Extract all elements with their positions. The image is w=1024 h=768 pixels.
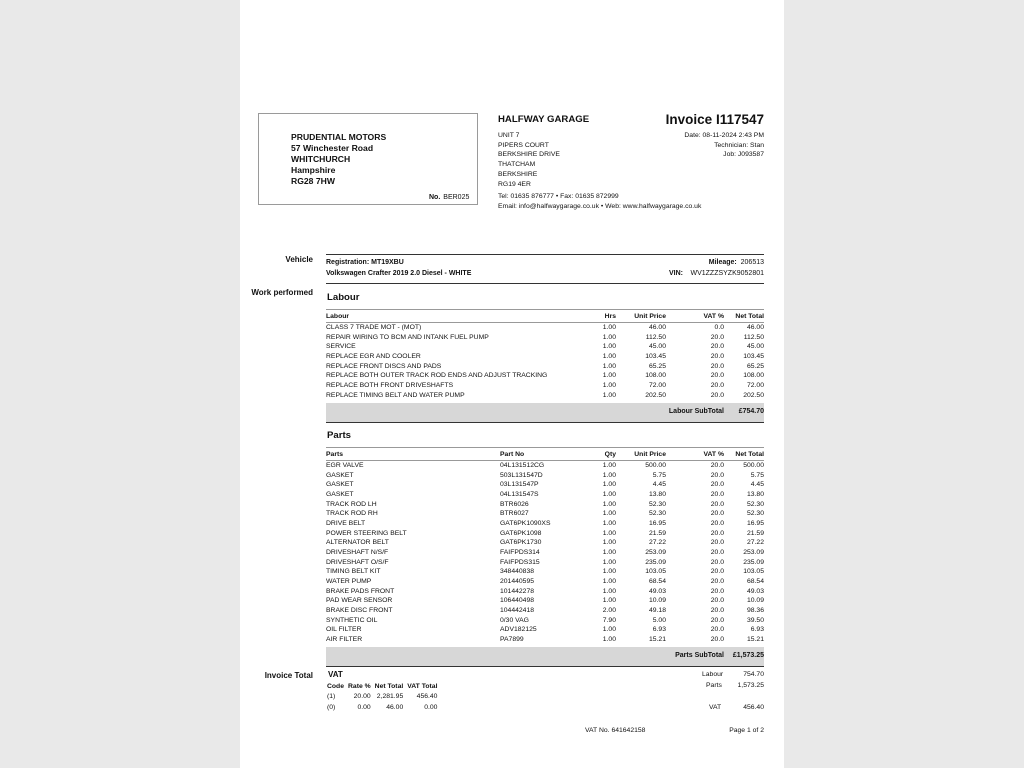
labour-col-header: Net Total bbox=[724, 311, 764, 323]
table-row bbox=[326, 490, 764, 500]
table-cell: 49.18 bbox=[648, 606, 666, 614]
labour-table bbox=[326, 311, 764, 400]
table-cell: 0.00 bbox=[424, 704, 438, 711]
table-row bbox=[326, 342, 764, 352]
vehicle-bottom-rule bbox=[326, 283, 764, 284]
table-cell: 103.45 bbox=[743, 352, 764, 360]
table-cell: 20.0 bbox=[710, 616, 724, 624]
table-cell: 5.75 bbox=[750, 471, 764, 479]
table-cell: 20.0 bbox=[710, 343, 724, 351]
vat-title: VAT bbox=[328, 670, 343, 679]
work-performed-label: Work performed bbox=[251, 288, 313, 297]
table-cell: 20.0 bbox=[710, 519, 724, 527]
table-cell: 1.00 bbox=[602, 500, 616, 508]
vat-col-header: Net Total bbox=[374, 682, 404, 690]
table-cell: 1.00 bbox=[602, 558, 616, 566]
table-cell: 20.0 bbox=[710, 568, 724, 576]
garage-address bbox=[498, 131, 560, 189]
parts-bottom-rule bbox=[326, 666, 764, 667]
table-cell: ADV182125 bbox=[500, 626, 537, 634]
table-row bbox=[326, 625, 764, 635]
garage-email-web: Email: info@halfwaygarage.co.uk • Web: www.halfwaygarage.co.uk bbox=[498, 202, 702, 210]
table-cell: TIMING BELT KIT bbox=[326, 568, 381, 576]
table-row bbox=[327, 702, 441, 713]
table-cell: 20.0 bbox=[710, 635, 724, 643]
table-cell: 0.0 bbox=[714, 324, 724, 331]
invoice-technician: Technician: Stan bbox=[714, 141, 764, 149]
table-row bbox=[326, 616, 764, 626]
labour-subtotal-label: Labour SubTotal bbox=[668, 408, 724, 415]
parts-col-header: Part No bbox=[500, 449, 602, 461]
table-cell: 235.09 bbox=[645, 558, 666, 566]
table-cell: 52.30 bbox=[746, 510, 764, 518]
labour-title: Labour bbox=[327, 292, 360, 303]
table-cell: FAIFPDS315 bbox=[500, 558, 540, 566]
table-cell: 4.45 bbox=[750, 481, 764, 489]
table-cell: 1.00 bbox=[602, 626, 616, 634]
table-cell: 6.93 bbox=[652, 626, 666, 634]
table-cell: 500.00 bbox=[645, 462, 666, 469]
labour-subtotal-value: £754.70 bbox=[738, 408, 764, 415]
table-cell: 72.00 bbox=[648, 381, 666, 389]
invoice-total-label: Invoice Total bbox=[264, 671, 313, 680]
table-cell: POWER STEERING BELT bbox=[326, 529, 407, 537]
table-cell: 20.0 bbox=[710, 471, 724, 479]
table-cell: 04L131547S bbox=[500, 490, 539, 498]
table-row bbox=[326, 371, 764, 381]
table-cell: 106440498 bbox=[500, 597, 535, 605]
table-cell: GASKET bbox=[326, 490, 354, 498]
customer-address-line: 57 Winchester Road bbox=[291, 143, 374, 153]
table-cell: 202.50 bbox=[645, 391, 666, 399]
vehicle-vin-label: VIN: bbox=[669, 270, 683, 277]
table-cell: 2.00 bbox=[602, 606, 616, 614]
table-cell: 20.0 bbox=[710, 381, 724, 389]
table-cell: REPAIR WIRING TO BCM AND INTANK FUEL PUMP bbox=[326, 333, 489, 341]
table-cell: 65.25 bbox=[746, 362, 764, 370]
customer-number-label: No. bbox=[429, 194, 441, 201]
table-cell: 1.00 bbox=[602, 362, 616, 370]
table-cell: REPLACE EGR AND COOLER bbox=[326, 352, 421, 360]
table-cell: 1.00 bbox=[602, 548, 616, 556]
vat-table bbox=[327, 681, 441, 713]
table-cell: REPLACE BOTH OUTER TRACK ROD ENDS AND ADJUST TRACKING bbox=[326, 372, 548, 380]
table-cell: 10.09 bbox=[648, 597, 666, 605]
table-cell: 03L131547P bbox=[500, 481, 539, 489]
table-cell: 21.59 bbox=[648, 529, 666, 537]
parts-subtotal-label: Parts SubTotal bbox=[675, 652, 724, 659]
table-row bbox=[326, 333, 764, 343]
table-cell: SERVICE bbox=[326, 343, 356, 351]
table-cell: 20.0 bbox=[710, 510, 724, 518]
customer-address-line: WHITCHURCH bbox=[291, 154, 351, 164]
table-cell: 253.09 bbox=[743, 548, 764, 556]
table-cell: 15.21 bbox=[648, 635, 666, 643]
garage-tel-fax: Tel: 01635 876777 • Fax: 01635 872999 bbox=[498, 193, 619, 200]
table-cell: 4.45 bbox=[652, 481, 666, 489]
parts-top-rule bbox=[326, 447, 764, 448]
vat-col-header: Rate % bbox=[348, 682, 371, 690]
table-cell: PA7899 bbox=[500, 635, 524, 643]
garage-address-line: BERKSHIRE bbox=[498, 170, 538, 178]
table-cell: BTR6026 bbox=[500, 500, 529, 508]
table-cell: 45.00 bbox=[746, 343, 764, 351]
table-cell: 1.00 bbox=[602, 597, 616, 605]
total-labour-label: Labour bbox=[702, 671, 724, 678]
customer-number bbox=[429, 194, 469, 201]
table-cell: 20.0 bbox=[710, 606, 724, 614]
table-cell: 1.00 bbox=[602, 510, 616, 518]
labour-col-header: Labour bbox=[326, 311, 602, 323]
table-cell: REPLACE BOTH FRONT DRIVESHAFTS bbox=[326, 381, 454, 389]
garage-address-line: UNIT 7 bbox=[498, 132, 520, 139]
table-cell: 46.00 bbox=[648, 324, 666, 331]
table-cell: WATER PUMP bbox=[326, 577, 372, 585]
footer-vat-number: VAT No. 641642158 bbox=[585, 727, 646, 734]
invoice-title: Invoice I117547 bbox=[665, 112, 764, 127]
table-cell: 46.00 bbox=[386, 704, 404, 711]
table-cell: GASKET bbox=[326, 481, 354, 489]
table-cell: 5.75 bbox=[652, 471, 666, 479]
table-cell: 0.00 bbox=[357, 704, 371, 711]
garage-address-line: PIPERS COURT bbox=[498, 141, 549, 149]
table-row bbox=[326, 461, 764, 471]
table-cell: 49.03 bbox=[746, 587, 764, 595]
table-cell: AIR FILTER bbox=[326, 635, 363, 643]
table-row bbox=[326, 548, 764, 558]
table-cell: 20.0 bbox=[710, 362, 724, 370]
table-row bbox=[326, 352, 764, 362]
table-cell: 20.0 bbox=[710, 372, 724, 380]
table-cell: DRIVESHAFT O/S/F bbox=[326, 558, 389, 566]
labour-top-rule bbox=[326, 309, 764, 310]
table-cell: 1.00 bbox=[602, 519, 616, 527]
parts-title: Parts bbox=[327, 430, 351, 441]
table-cell: SYNTHETIC OIL bbox=[326, 616, 378, 624]
table-cell: 0/30 VAG bbox=[500, 616, 529, 624]
garage-contact bbox=[498, 192, 701, 211]
table-cell: TRACK ROD LH bbox=[326, 500, 377, 508]
table-cell: 20.0 bbox=[710, 587, 724, 595]
labour-col-header: VAT % bbox=[666, 311, 724, 323]
table-cell: REPLACE TIMING BELT AND WATER PUMP bbox=[326, 391, 465, 399]
vehicle-registration: Registration: MT19XBU bbox=[326, 259, 404, 266]
table-cell: DRIVE BELT bbox=[326, 519, 366, 527]
table-cell: 503L131547D bbox=[500, 471, 543, 479]
table-cell: BRAKE PADS FRONT bbox=[326, 587, 395, 595]
table-cell: 52.30 bbox=[648, 500, 666, 508]
table-cell: 20.0 bbox=[710, 462, 724, 469]
total-vat-value: 456.40 bbox=[743, 704, 764, 711]
table-row bbox=[326, 391, 764, 401]
vat-col-header: VAT Total bbox=[407, 682, 438, 690]
table-cell: 65.25 bbox=[648, 362, 666, 370]
vehicle-description: Volkswagen Crafter 2019 2.0 Diesel - WHITE bbox=[326, 270, 472, 277]
customer-number-value: BER025 bbox=[443, 194, 470, 201]
table-cell: 20.0 bbox=[710, 548, 724, 556]
table-cell: 108.00 bbox=[743, 372, 764, 380]
table-row bbox=[326, 480, 764, 490]
table-cell: 101442278 bbox=[500, 587, 535, 595]
table-cell: 202.50 bbox=[743, 391, 764, 399]
table-cell: (1) bbox=[327, 693, 336, 700]
mileage-label: Mileage: bbox=[708, 259, 737, 266]
table-cell: ALTERNATOR BELT bbox=[326, 539, 389, 547]
table-cell: 13.80 bbox=[648, 490, 666, 498]
table-row bbox=[326, 577, 764, 587]
table-cell: 68.54 bbox=[746, 577, 764, 585]
total-vat-label: VAT bbox=[709, 704, 722, 711]
table-cell: BTR6027 bbox=[500, 510, 529, 518]
table-cell: 39.50 bbox=[746, 616, 764, 624]
table-cell: 103.05 bbox=[645, 568, 666, 576]
vehicle-mileage bbox=[709, 259, 764, 266]
table-row bbox=[326, 606, 764, 616]
table-row bbox=[326, 587, 764, 597]
customer-name: PRUDENTIAL MOTORS bbox=[291, 132, 387, 142]
table-cell: 1.00 bbox=[602, 381, 616, 389]
table-cell: 98.36 bbox=[746, 606, 764, 614]
table-row bbox=[326, 635, 764, 645]
table-cell: 49.03 bbox=[648, 587, 666, 595]
table-cell: 72.00 bbox=[746, 381, 764, 389]
table-cell: 20.0 bbox=[710, 539, 724, 547]
labour-col-header: Unit Price bbox=[616, 311, 666, 323]
customer-address-box bbox=[258, 113, 478, 205]
table-cell: 46.00 bbox=[746, 324, 764, 331]
table-cell: 456.40 bbox=[416, 693, 438, 700]
labour-col-header: Hrs bbox=[602, 311, 616, 323]
table-row bbox=[326, 567, 764, 577]
table-cell: 253.09 bbox=[645, 548, 666, 556]
table-cell: 20.0 bbox=[710, 352, 724, 360]
table-cell: 1.00 bbox=[602, 539, 616, 547]
garage-name: HALFWAY GARAGE bbox=[498, 114, 590, 125]
table-cell: 1.00 bbox=[602, 568, 616, 576]
table-cell: 52.30 bbox=[746, 500, 764, 508]
table-cell: FAIFPDS314 bbox=[500, 548, 540, 556]
table-cell: 20.0 bbox=[710, 500, 724, 508]
table-cell: GASKET bbox=[326, 471, 354, 479]
footer-page-number: Page 1 of 2 bbox=[729, 727, 764, 734]
table-cell: 6.93 bbox=[750, 626, 764, 634]
table-cell: OIL FILTER bbox=[326, 626, 362, 634]
table-cell: 1.00 bbox=[602, 391, 616, 399]
table-cell: 52.30 bbox=[648, 510, 666, 518]
table-cell: 20.0 bbox=[710, 577, 724, 585]
table-row bbox=[326, 471, 764, 481]
garage-address-line: RG19 4ER bbox=[498, 180, 531, 188]
table-cell: 1.00 bbox=[602, 471, 616, 479]
table-cell: 27.22 bbox=[746, 539, 764, 547]
table-cell: 20.0 bbox=[710, 490, 724, 498]
parts-table bbox=[326, 449, 764, 644]
table-cell: 13.80 bbox=[746, 490, 764, 498]
table-cell: 112.50 bbox=[743, 333, 764, 341]
table-cell: 45.00 bbox=[648, 343, 666, 351]
table-row bbox=[326, 500, 764, 510]
table-cell: 1.00 bbox=[602, 635, 616, 643]
table-cell: 16.95 bbox=[746, 519, 764, 527]
table-cell: 1.00 bbox=[602, 577, 616, 585]
table-cell: 1.00 bbox=[602, 372, 616, 380]
invoice-meta bbox=[684, 131, 764, 160]
garage-address-line: BERKSHIRE DRIVE bbox=[498, 151, 560, 159]
customer-address-line: RG28 7HW bbox=[291, 176, 335, 186]
table-cell: TRACK ROD RH bbox=[326, 510, 378, 518]
parts-col-header: Qty bbox=[602, 449, 616, 461]
table-cell: 1.00 bbox=[602, 462, 616, 469]
table-cell: 04L131512CG bbox=[500, 462, 545, 469]
table-row bbox=[326, 596, 764, 606]
table-cell: 103.45 bbox=[645, 352, 666, 360]
table-cell: 20.0 bbox=[710, 391, 724, 399]
table-cell: GAT6PK1730 bbox=[500, 539, 542, 547]
table-row bbox=[326, 558, 764, 568]
table-cell: 348440838 bbox=[500, 568, 535, 576]
table-cell: 1.00 bbox=[602, 352, 616, 360]
table-cell: 1.00 bbox=[602, 333, 616, 341]
table-row bbox=[326, 323, 764, 333]
table-cell: 1.00 bbox=[602, 587, 616, 595]
parts-col-header: Unit Price bbox=[616, 449, 666, 461]
table-cell: 1.00 bbox=[602, 324, 616, 331]
invoice-date: Date: 08-11-2024 2:43 PM bbox=[684, 132, 764, 139]
vehicle-section-label: Vehicle bbox=[285, 255, 313, 264]
table-cell: 20.0 bbox=[710, 626, 724, 634]
table-cell: 103.05 bbox=[743, 568, 764, 576]
table-cell: 7.90 bbox=[602, 616, 616, 624]
table-cell: 10.09 bbox=[746, 597, 764, 605]
table-cell: 500.00 bbox=[743, 462, 764, 469]
table-cell: EGR VALVE bbox=[326, 462, 364, 469]
table-cell: 112.50 bbox=[645, 333, 666, 341]
table-cell: 68.54 bbox=[648, 577, 666, 585]
table-cell: 104442418 bbox=[500, 606, 535, 614]
total-parts-label: Parts bbox=[706, 682, 722, 689]
table-cell: 20.0 bbox=[710, 333, 724, 341]
table-cell: CLASS 7 TRADE MOT - (MOT) bbox=[326, 324, 422, 331]
table-cell: 235.09 bbox=[743, 558, 764, 566]
table-cell: BRAKE DISC FRONT bbox=[326, 606, 393, 614]
table-cell: (0) bbox=[327, 704, 336, 711]
vat-col-header: Code bbox=[327, 682, 344, 690]
table-cell: 20.0 bbox=[710, 481, 724, 489]
garage-address-line: THATCHAM bbox=[498, 161, 536, 169]
table-cell: 5.00 bbox=[652, 616, 666, 624]
table-cell: GAT6PK1098 bbox=[500, 529, 542, 537]
table-row bbox=[326, 519, 764, 529]
labour-bottom-rule bbox=[326, 422, 764, 423]
table-row bbox=[326, 362, 764, 372]
vehicle-vin: WV1ZZZSYZK9052801 bbox=[690, 270, 764, 277]
customer-address-line: Hampshire bbox=[291, 165, 336, 175]
total-labour-value: 754.70 bbox=[743, 671, 764, 678]
table-cell: 16.95 bbox=[648, 519, 666, 527]
labour-subtotal-bar bbox=[326, 403, 764, 422]
table-cell: 1.00 bbox=[602, 529, 616, 537]
table-cell: 21.59 bbox=[746, 529, 764, 537]
table-cell: 108.00 bbox=[645, 372, 666, 380]
table-row bbox=[326, 509, 764, 519]
invoice-job: Job: J093587 bbox=[723, 151, 764, 159]
table-cell: GAT6PK1090XS bbox=[500, 519, 551, 527]
parts-col-header: Net Total bbox=[724, 449, 764, 461]
parts-col-header: VAT % bbox=[666, 449, 724, 461]
table-cell: 20.00 bbox=[353, 693, 371, 700]
table-cell: 15.21 bbox=[746, 635, 764, 643]
table-row bbox=[326, 538, 764, 548]
table-cell: DRIVESHAFT N/S/F bbox=[326, 548, 389, 556]
parts-subtotal-value: £1,573.25 bbox=[732, 652, 764, 659]
table-cell: 1.00 bbox=[602, 343, 616, 351]
table-row bbox=[326, 529, 764, 539]
table-cell: 1.00 bbox=[602, 490, 616, 498]
customer-block bbox=[291, 132, 386, 187]
table-cell: 20.0 bbox=[710, 597, 724, 605]
table-cell: REPLACE FRONT DISCS AND PADS bbox=[326, 362, 442, 370]
table-cell: 20.0 bbox=[710, 558, 724, 566]
table-cell: 201440595 bbox=[500, 577, 535, 585]
table-row bbox=[327, 691, 441, 702]
table-cell: 2,281.95 bbox=[376, 693, 404, 700]
parts-subtotal-bar bbox=[326, 647, 764, 666]
table-cell: 27.22 bbox=[648, 539, 666, 547]
mileage-value: 206513 bbox=[740, 259, 764, 266]
table-cell: 20.0 bbox=[710, 529, 724, 537]
parts-col-header: Parts bbox=[326, 449, 500, 461]
table-cell: PAD WEAR SENSOR bbox=[326, 597, 393, 605]
vehicle-top-rule bbox=[326, 254, 764, 255]
table-row bbox=[326, 381, 764, 391]
table-cell: 1.00 bbox=[602, 481, 616, 489]
total-parts-value: 1,573.25 bbox=[737, 682, 764, 689]
